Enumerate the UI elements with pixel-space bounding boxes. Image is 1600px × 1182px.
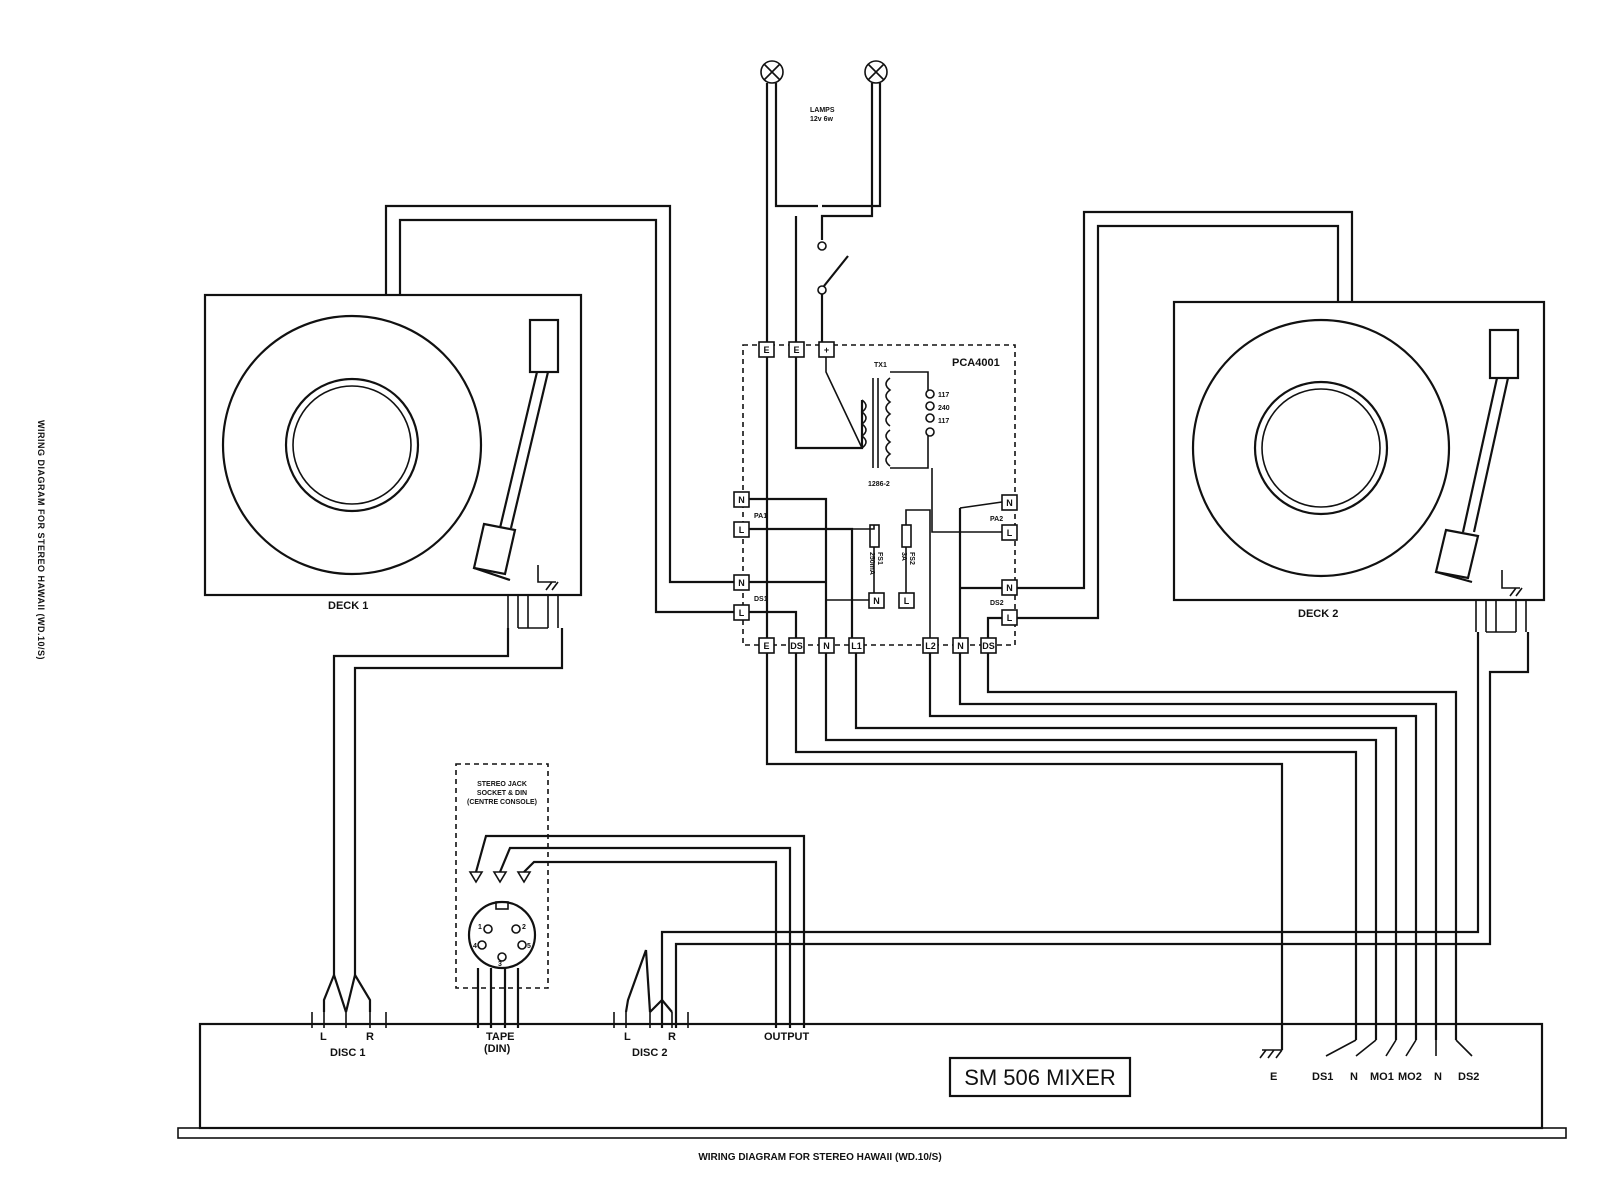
pca-left-terminal-ds1-n xyxy=(734,575,749,590)
pa1-label: PA1 xyxy=(754,513,768,520)
transformer-core xyxy=(873,378,878,468)
svg-text:N: N xyxy=(823,641,830,651)
pca-bottom-terminal-ds2 xyxy=(981,638,996,653)
tape-label: TAPE xyxy=(486,1031,515,1043)
svg-text:3A: 3A xyxy=(900,552,907,561)
deck-1-tonearm-rest xyxy=(530,320,558,372)
svg-text:L1: L1 xyxy=(851,641,862,651)
deck-2-label: DECK 2 xyxy=(1298,608,1339,620)
transformer-secondary xyxy=(886,378,890,466)
svg-text:N: N xyxy=(873,596,880,606)
svg-text:+: + xyxy=(823,345,830,355)
lamp-2 xyxy=(865,61,887,83)
mixer-terminal-n1: N xyxy=(1350,1071,1358,1083)
mixer-terminal-mo1: MO1 xyxy=(1370,1071,1394,1083)
pca-top-terminal-e1 xyxy=(759,342,774,357)
svg-text:1: 1 xyxy=(478,924,482,931)
ds1-label: DS1 xyxy=(754,596,768,603)
mixer-terminal-ds1: DS1 xyxy=(1312,1071,1334,1083)
pca-top-terminal-e2 xyxy=(789,342,804,357)
pca-title: PCA4001 xyxy=(952,357,1000,369)
svg-text:DS: DS xyxy=(982,641,995,651)
svg-text:E: E xyxy=(793,345,800,355)
jack-label-3: (CENTRE CONSOLE) xyxy=(467,799,537,806)
deck-2-tonearm-rest xyxy=(1490,330,1518,378)
disc-1-r-label: R xyxy=(366,1031,374,1043)
pca-bottom-terminal-n1 xyxy=(819,638,834,653)
pca-top-terminal-plus xyxy=(819,342,834,357)
lamps-label: LAMPS xyxy=(810,107,835,114)
deck-1-label: DECK 1 xyxy=(328,600,369,612)
pca-left-terminal-pa1-l xyxy=(734,522,749,537)
tape-din-label: (DIN) xyxy=(484,1043,511,1055)
jack-console-outline xyxy=(456,764,548,988)
svg-text:5: 5 xyxy=(527,943,531,950)
svg-text:3: 3 xyxy=(498,961,502,968)
svg-text:2: 2 xyxy=(522,924,526,931)
mixer-terminal-n2: N xyxy=(1434,1071,1442,1083)
lamps-rating: 12v 6w xyxy=(810,116,833,123)
lamp-1 xyxy=(761,61,783,83)
svg-text:L: L xyxy=(903,596,910,606)
mixer-terminal-ds2: DS2 xyxy=(1458,1071,1480,1083)
disc-1-l-label: L xyxy=(320,1031,327,1043)
svg-text:N: N xyxy=(738,578,745,588)
pca-left-terminal-ds1-l xyxy=(734,605,749,620)
pca-left-terminal-pa1-n xyxy=(734,492,749,507)
output-label: OUTPUT xyxy=(764,1031,810,1043)
deck-1-tonearm xyxy=(500,372,548,528)
pca-bottom-terminal-l2 xyxy=(923,638,938,653)
svg-text:250mA: 250mA xyxy=(868,552,875,575)
svg-text:117: 117 xyxy=(938,392,950,399)
svg-text:L2: L2 xyxy=(925,641,936,651)
deck-2-headshell xyxy=(1436,530,1478,578)
mixer-title: SM 506 MIXER xyxy=(964,1065,1116,1090)
svg-text:N: N xyxy=(957,641,964,651)
transformer-part: 1286-2 xyxy=(868,481,890,488)
svg-text:L: L xyxy=(1006,528,1013,538)
din-socket-icon xyxy=(469,902,535,968)
pca-mid-terminal-n xyxy=(869,593,884,608)
transformer-label: TX1 xyxy=(874,362,887,369)
pca-bottom-terminal-l1 xyxy=(849,638,864,653)
pa2-label: PA2 xyxy=(990,516,1004,523)
pca-right-terminal-ds2-n xyxy=(1002,580,1017,595)
side-caption: WIRING DIAGRAM FOR STEREO HAWAII (WD.10/S) xyxy=(36,420,46,661)
pca-bottom-terminal-n2 xyxy=(953,638,968,653)
deck-2-tonearm xyxy=(1463,378,1508,532)
mixer-terminal-mo2: MO2 xyxy=(1398,1071,1422,1083)
earth-ground-icon xyxy=(1260,1050,1282,1058)
deck-1 xyxy=(205,295,581,595)
svg-text:4: 4 xyxy=(473,943,477,950)
bottom-caption: WIRING DIAGRAM FOR STEREO HAWAII (WD.10/S) xyxy=(698,1152,942,1163)
svg-text:N: N xyxy=(1006,583,1013,593)
disc-1-label: DISC 1 xyxy=(330,1047,366,1059)
mixer-body xyxy=(200,1024,1542,1128)
svg-text:L: L xyxy=(738,525,745,535)
svg-text:E: E xyxy=(763,345,770,355)
svg-text:FS2: FS2 xyxy=(908,552,915,565)
jack-label-1: STEREO JACK xyxy=(477,781,527,788)
deck-2-ground-icon xyxy=(1502,570,1522,596)
svg-text:117: 117 xyxy=(938,418,950,425)
svg-text:N: N xyxy=(738,495,745,505)
fuse-fs1 xyxy=(868,525,883,575)
disc-1-connector xyxy=(312,975,386,1028)
svg-text:L: L xyxy=(738,608,745,618)
svg-text:N: N xyxy=(1006,498,1013,508)
svg-text:240: 240 xyxy=(938,405,950,412)
deck-1-headshell xyxy=(474,524,515,574)
pca-bottom-terminal-ds1 xyxy=(789,638,804,653)
voltage-taps xyxy=(926,390,950,436)
svg-text:E: E xyxy=(763,641,770,651)
pca-mid-terminal-l xyxy=(899,593,914,608)
pca-right-terminal-ds2-l xyxy=(1002,610,1017,625)
mixer-terminal-e: E xyxy=(1270,1071,1278,1083)
disc-2-r-label: R xyxy=(668,1031,676,1043)
ds2-label: DS2 xyxy=(990,600,1004,607)
pca-bottom-terminal-e xyxy=(759,638,774,653)
deck-2 xyxy=(1174,302,1544,600)
disc-2-label: DISC 2 xyxy=(632,1047,668,1059)
pca-right-terminal-pa2-n xyxy=(1002,495,1017,510)
svg-text:FS1: FS1 xyxy=(876,552,883,565)
fuse-fs2 xyxy=(900,525,915,565)
disc-2-l-label: L xyxy=(624,1031,631,1043)
svg-text:L: L xyxy=(1006,613,1013,623)
svg-text:DS: DS xyxy=(790,641,803,651)
mixer-base xyxy=(178,1128,1566,1138)
deck-1-ground-icon xyxy=(538,565,558,590)
pca-right-terminal-pa2-l xyxy=(1002,525,1017,540)
lamp-switch xyxy=(818,242,848,348)
jack-label-2: SOCKET & DIN xyxy=(476,790,528,797)
